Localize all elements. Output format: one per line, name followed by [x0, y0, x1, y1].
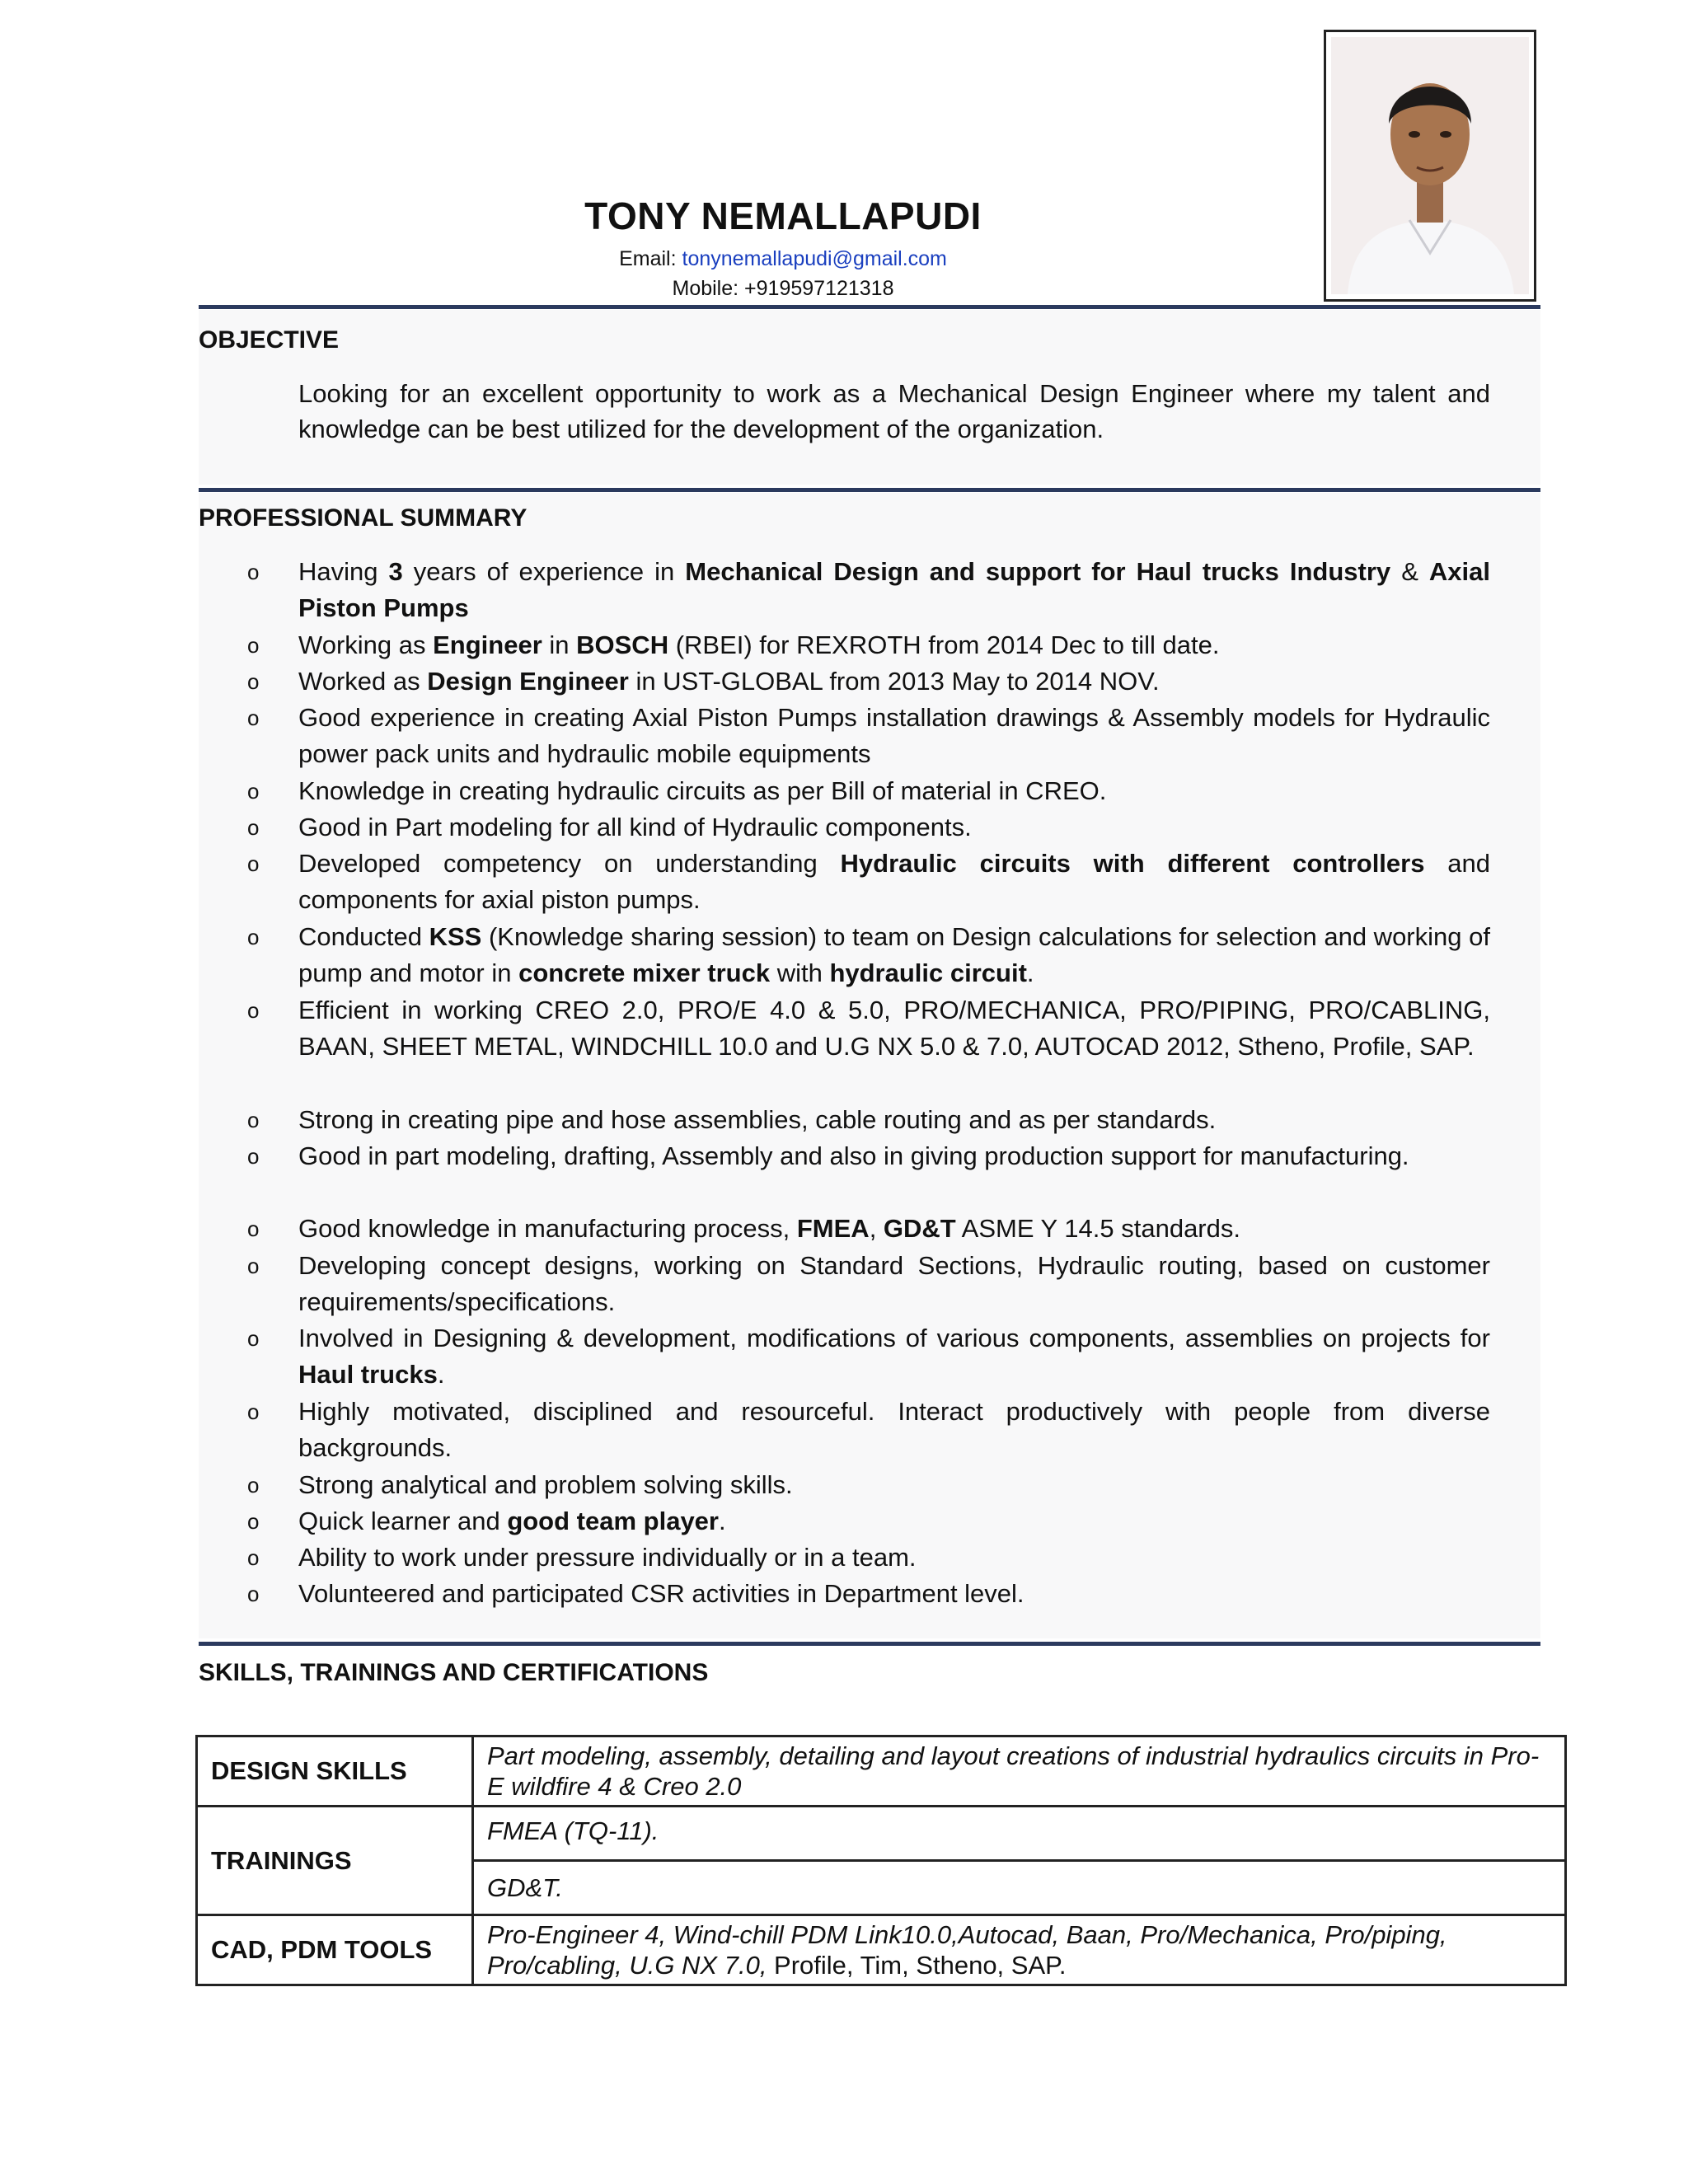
summary-item-text: Efficient in working CREO 2.0, PRO/E 4.0 & 5.0, PRO/MECHANICA, PRO/PIPING, PRO/CABLING, BAAN, SHEET METAL, WINDCHILL 10.0 and U.G NX 5.0 & 7.0, AUTOCAD 2012, Stheno, Profile, SAP.: [298, 995, 1490, 1061]
bullet-circle-icon: o: [247, 778, 260, 804]
design-skills-label: DESIGN SKILLS: [197, 1736, 473, 1807]
candidate-name: TONY NEMALLAPUDI: [584, 194, 982, 237]
bullet-circle-icon: o: [247, 1107, 260, 1132]
skills-table: [195, 1735, 1567, 1986]
summary-item-text: Having 3 years of experience in Mechanical Design and support for Haul trucks Industry & Axial Piston Pumps: [298, 557, 1491, 622]
summary-item-text: Good knowledge in manufacturing process, FMEA, GD&T ASME Y 14.5 standards.: [298, 1214, 1240, 1244]
bullet-circle-icon: o: [247, 1216, 260, 1242]
summary-item-text: Worked as Design Engineer in UST-GLOBAL from 2013 May to 2014 NOV.: [298, 666, 1160, 696]
mobile-number: +919597121318: [744, 277, 894, 300]
bullet-circle-icon: o: [247, 925, 260, 949]
table-row: [197, 1807, 1566, 1861]
bullet-circle-icon: o: [247, 1143, 260, 1169]
bullet-circle-icon: o: [247, 560, 260, 584]
bullet-circle-icon: o: [247, 1582, 260, 1607]
trainings-label: TRAININGS: [197, 1807, 473, 1915]
bullet-circle-icon: o: [247, 1399, 260, 1424]
bullet-circle-icon: o: [247, 705, 260, 731]
summary-item-text: Developed competency on understanding Hydraulic circuits with different controllers and components for axial piston pumps.: [298, 849, 1490, 915]
bullet-circle-icon: o: [247, 1326, 260, 1352]
design-skills-value: Part modeling, assembly, detailing and layout creations of industrial hydraulics circuits in Pro-E wildfire 4 & Creo 2.0: [473, 1736, 1566, 1807]
person-photo-icon: [1331, 37, 1529, 294]
summary-item-text: Conducted KSS (Knowledge sharing session) to team on Design calculations for selection and working of pump and motor in concrete mixer truck with hydraulic circuit.: [298, 922, 1490, 987]
section-divider: [199, 488, 1540, 492]
table-row: [197, 1736, 1566, 1807]
table-row: [197, 1915, 1566, 1985]
cad-tools-value: [473, 1915, 1566, 1985]
bullet-circle-icon: o: [247, 632, 260, 658]
skills-heading: SKILLS, TRAININGS AND CERTIFICATIONS: [199, 1659, 709, 1686]
summary-item-text: Working as Engineer in BOSCH (RBEI) for REXROTH from 2014 Dec to till date.: [298, 630, 1220, 659]
summary-item-text: Strong in creating pipe and hose assemblies, cable routing and as per standards.: [298, 1104, 1217, 1134]
bullet-circle-icon: o: [247, 668, 260, 694]
mobile-line: [412, 277, 1154, 301]
bullet-circle-icon: o: [247, 1545, 260, 1571]
summary-item-text: Good in Part modeling for all kind of Hydraulic components.: [298, 813, 972, 842]
training-fmea: FMEA (TQ-11).: [473, 1807, 1566, 1861]
cad-tools-label: CAD, PDM TOOLS: [197, 1915, 473, 1985]
bullet-circle-icon: o: [247, 851, 260, 877]
summary-heading: PROFESSIONAL SUMMARY: [199, 504, 528, 532]
summary-item-text: Good in part modeling, drafting, Assembly and also in giving production support for manufacturing.: [298, 1141, 1409, 1170]
bullet-circle-icon: o: [247, 997, 260, 1023]
bullet-circle-icon: o: [247, 815, 260, 841]
summary-item-text: Good experience in creating Axial Piston Pumps installation drawings & Assembly models for Hydraulic power pack units and hydraulic mobile equipments: [298, 703, 1490, 769]
summary-item-text: Highly motivated, disciplined and resourceful. Interact productively with people from diverse backgrounds.: [298, 1396, 1490, 1462]
email-label: Email:: [619, 247, 677, 270]
email-link[interactable]: tonynemallapudi@gmail.com: [682, 247, 947, 270]
objective-text: Looking for an excellent opportunity to work as a Mechanical Design Engineer where my talent and knowledge can be best utilized for the development of the organization.: [298, 379, 1490, 443]
profile-photo: [1324, 30, 1536, 302]
summary-item-text: Involved in Designing & development, modifications of various components, assemblies on projects for Haul trucks.: [298, 1324, 1490, 1390]
bullet-circle-icon: o: [247, 1508, 260, 1534]
section-divider: [199, 1642, 1540, 1646]
summary-item-text: Knowledge in creating hydraulic circuits as per Bill of material in CREO.: [298, 776, 1107, 805]
bullet-circle-icon: o: [247, 1472, 260, 1497]
summary-item-text: Volunteered and participated CSR activities in Department level.: [298, 1579, 1025, 1609]
mobile-label: Mobile:: [672, 277, 739, 300]
section-divider: [199, 305, 1540, 309]
summary-item-text: Ability to work under pressure individually or in a team.: [298, 1543, 917, 1572]
summary-item-text: Strong analytical and problem solving skills.: [298, 1469, 793, 1499]
objective-heading: OBJECTIVE: [199, 326, 340, 354]
summary-item-text: Developing concept designs, working on Standard Sections, Hydraulic routing, based on customer requirements/specifications.: [298, 1250, 1490, 1316]
bullet-circle-icon: o: [247, 1253, 260, 1278]
email-line: [412, 247, 1154, 271]
cad-tools-italic: Pro-Engineer 4, Wind-chill PDM Link10.0,Autocad, Baan, Pro/Mechanica, Pro/piping, Pro/cabling, U.G NX 7.0,: [487, 1920, 1447, 1980]
summary-item-text: Quick learner and good team player.: [298, 1506, 726, 1535]
cad-tools-plain: Profile, Tim, Stheno, SAP.: [767, 1951, 1067, 1980]
training-gdt: GD&T.: [473, 1861, 1566, 1915]
